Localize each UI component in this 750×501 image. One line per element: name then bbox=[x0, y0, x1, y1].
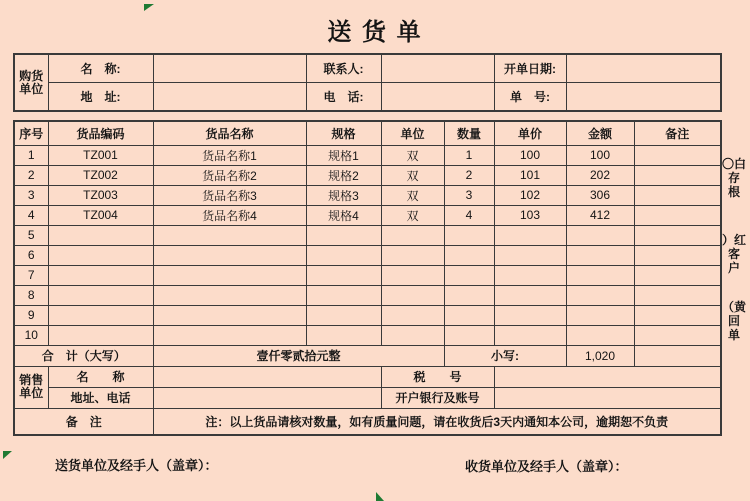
total-label: 合 计（大写） bbox=[14, 345, 153, 366]
cell-name[interactable] bbox=[153, 305, 306, 325]
col-header-name: 货品名称 bbox=[153, 121, 306, 145]
cell-no[interactable]: 6 bbox=[14, 245, 48, 265]
cell-price[interactable] bbox=[494, 305, 566, 325]
tax-no-field[interactable] bbox=[494, 366, 721, 387]
col-header-remark: 备注 bbox=[634, 121, 721, 145]
copy-legend-line: 客 bbox=[727, 247, 740, 261]
cell-no[interactable]: 4 bbox=[14, 205, 48, 225]
green-flag-icon-top bbox=[144, 4, 154, 11]
copy-legend-line: 根 bbox=[727, 185, 740, 199]
cell-spec[interactable] bbox=[306, 285, 381, 305]
buyer-phone-label: 电 话: bbox=[306, 82, 381, 111]
cell-amount[interactable]: 306 bbox=[566, 185, 634, 205]
total-amount[interactable]: 1,020 bbox=[566, 345, 634, 366]
cell-no[interactable]: 8 bbox=[14, 285, 48, 305]
cell-name[interactable]: 货品名称1 bbox=[153, 145, 306, 165]
cell-qty[interactable] bbox=[444, 285, 494, 305]
table-row bbox=[14, 165, 721, 185]
buyer-name-field[interactable] bbox=[153, 54, 306, 82]
col-header-price: 单价 bbox=[494, 121, 566, 145]
cell-remark[interactable] bbox=[634, 305, 721, 325]
cell-no[interactable]: 3 bbox=[14, 185, 48, 205]
col-header-spec: 规格 bbox=[306, 121, 381, 145]
total-amount-in-words[interactable]: 壹仟零贰拾元整 bbox=[153, 345, 444, 366]
cell-price[interactable]: 103 bbox=[494, 205, 566, 225]
receiver-signature-label: 收货单位及经手人（盖章）： bbox=[465, 459, 628, 474]
copy-legend-line: 回 bbox=[727, 314, 740, 328]
cell-qty[interactable] bbox=[444, 305, 494, 325]
copy-legend-line: 〇白 bbox=[721, 157, 746, 171]
total-row bbox=[14, 345, 721, 366]
cell-code[interactable] bbox=[48, 245, 153, 265]
cell-amount[interactable] bbox=[566, 245, 634, 265]
cell-unit[interactable] bbox=[381, 305, 444, 325]
cell-qty[interactable] bbox=[444, 325, 494, 345]
cell-spec[interactable] bbox=[306, 265, 381, 285]
order-no-label: 单 号: bbox=[494, 82, 566, 111]
buyer-info-table bbox=[13, 53, 722, 112]
tax-no-label: 税 号 bbox=[381, 366, 494, 387]
cell-code[interactable]: TZ002 bbox=[48, 165, 153, 185]
seller-address-phone-label: 地址、电话 bbox=[48, 387, 153, 408]
cell-remark[interactable] bbox=[634, 245, 721, 265]
bill-date-field[interactable] bbox=[566, 54, 721, 82]
total-remark[interactable] bbox=[634, 345, 721, 366]
copy-legend-line: 户 bbox=[727, 261, 740, 275]
cell-qty[interactable]: 1 bbox=[444, 145, 494, 165]
table-row bbox=[14, 265, 721, 285]
cell-remark[interactable] bbox=[634, 265, 721, 285]
buyer-contact-field[interactable] bbox=[381, 54, 494, 82]
cell-code[interactable] bbox=[48, 325, 153, 345]
bank-account-field[interactable] bbox=[494, 387, 721, 408]
total-small-label: 小写: bbox=[444, 345, 566, 366]
cell-code[interactable] bbox=[48, 285, 153, 305]
cell-amount[interactable]: 412 bbox=[566, 205, 634, 225]
remark-row bbox=[14, 408, 721, 435]
cell-name[interactable] bbox=[153, 245, 306, 265]
col-header-no: 序号 bbox=[14, 121, 48, 145]
buyer-contact-label: 联系人: bbox=[306, 54, 381, 82]
bill-date-label: 开单日期: bbox=[494, 54, 566, 82]
cell-unit[interactable]: 双 bbox=[381, 185, 444, 205]
copy-legend-line: （黄 bbox=[721, 300, 746, 314]
cell-name[interactable] bbox=[153, 285, 306, 305]
table-row bbox=[14, 225, 721, 245]
cell-unit[interactable]: 双 bbox=[381, 205, 444, 225]
cell-no[interactable]: 10 bbox=[14, 325, 48, 345]
cell-price[interactable]: 102 bbox=[494, 185, 566, 205]
cell-spec[interactable]: 规格1 bbox=[306, 145, 381, 165]
order-no-field[interactable] bbox=[566, 82, 721, 111]
cell-spec[interactable]: 规格4 bbox=[306, 205, 381, 225]
buyer-unit-label: 购货 单位 bbox=[14, 54, 48, 111]
cell-unit[interactable] bbox=[381, 285, 444, 305]
green-flag-icon-bottom-left bbox=[3, 451, 12, 459]
cell-remark[interactable] bbox=[634, 285, 721, 305]
cell-spec[interactable]: 规格3 bbox=[306, 185, 381, 205]
buyer-address-label: 地 址: bbox=[48, 82, 153, 111]
seller-name-field[interactable] bbox=[153, 366, 381, 387]
cell-price[interactable] bbox=[494, 265, 566, 285]
cell-spec[interactable] bbox=[306, 225, 381, 245]
cell-code[interactable] bbox=[48, 225, 153, 245]
table-row bbox=[14, 285, 721, 305]
copy-legend-yellow-receipt bbox=[719, 300, 749, 342]
copy-legend-line: 存 bbox=[727, 171, 740, 185]
bank-account-label: 开户银行及账号 bbox=[381, 387, 494, 408]
cell-spec[interactable]: 规格2 bbox=[306, 165, 381, 185]
cell-amount[interactable] bbox=[566, 265, 634, 285]
cell-amount[interactable]: 202 bbox=[566, 165, 634, 185]
buyer-phone-field[interactable] bbox=[381, 82, 494, 111]
items-table bbox=[13, 120, 722, 436]
col-header-code: 货品编码 bbox=[48, 121, 153, 145]
buyer-address-field[interactable] bbox=[153, 82, 306, 111]
cell-name[interactable] bbox=[153, 265, 306, 285]
cell-remark[interactable] bbox=[634, 225, 721, 245]
cell-name[interactable] bbox=[153, 225, 306, 245]
cell-name[interactable]: 货品名称3 bbox=[153, 185, 306, 205]
cell-code[interactable]: TZ003 bbox=[48, 185, 153, 205]
col-header-unit: 单位 bbox=[381, 121, 444, 145]
cell-amount[interactable] bbox=[566, 305, 634, 325]
cell-unit[interactable] bbox=[381, 265, 444, 285]
remark-label: 备 注 bbox=[14, 408, 153, 435]
cell-no[interactable]: 5 bbox=[14, 225, 48, 245]
table-row bbox=[14, 245, 721, 265]
cell-remark[interactable] bbox=[634, 325, 721, 345]
cell-name[interactable] bbox=[153, 325, 306, 345]
copy-legend-line: ）红 bbox=[721, 233, 746, 247]
cell-name[interactable]: 货品名称2 bbox=[153, 165, 306, 185]
cell-price[interactable] bbox=[494, 285, 566, 305]
cell-price[interactable] bbox=[494, 325, 566, 345]
remark-note-text: 注：以上货品请核对数量，如有质量问题，请在收货后3天内通知本公司，逾期恕不负责 bbox=[153, 408, 721, 435]
copy-legend-white-stub bbox=[719, 157, 749, 199]
cell-price[interactable]: 100 bbox=[494, 145, 566, 165]
cell-code[interactable]: TZ001 bbox=[48, 145, 153, 165]
cell-code[interactable]: TZ004 bbox=[48, 205, 153, 225]
cell-amount[interactable] bbox=[566, 225, 634, 245]
cell-unit[interactable] bbox=[381, 245, 444, 265]
cell-spec[interactable] bbox=[306, 325, 381, 345]
cell-qty[interactable]: 3 bbox=[444, 185, 494, 205]
buyer-name-label: 名 称: bbox=[48, 54, 153, 82]
cell-spec[interactable] bbox=[306, 305, 381, 325]
cell-unit[interactable]: 双 bbox=[381, 165, 444, 185]
cell-no[interactable]: 1 bbox=[14, 145, 48, 165]
cell-qty[interactable] bbox=[444, 265, 494, 285]
seller-row-1 bbox=[14, 366, 721, 387]
cell-remark[interactable] bbox=[634, 185, 721, 205]
cell-price[interactable]: 101 bbox=[494, 165, 566, 185]
cell-remark[interactable] bbox=[634, 205, 721, 225]
cell-unit[interactable] bbox=[381, 225, 444, 245]
cell-no[interactable]: 2 bbox=[14, 165, 48, 185]
cell-price[interactable] bbox=[494, 225, 566, 245]
cell-spec[interactable] bbox=[306, 245, 381, 265]
cell-qty[interactable] bbox=[444, 245, 494, 265]
cell-unit[interactable] bbox=[381, 325, 444, 345]
sender-signature-label: 送货单位及经手人（盖章）： bbox=[55, 458, 218, 473]
cell-amount[interactable]: 100 bbox=[566, 145, 634, 165]
page-title: 送 货 单 bbox=[327, 19, 423, 46]
cell-qty[interactable]: 2 bbox=[444, 165, 494, 185]
table-row bbox=[14, 185, 721, 205]
col-header-amount: 金额 bbox=[566, 121, 634, 145]
cell-remark[interactable] bbox=[634, 165, 721, 185]
cell-remark[interactable] bbox=[634, 145, 721, 165]
cell-code[interactable] bbox=[48, 305, 153, 325]
table-row bbox=[14, 305, 721, 325]
cell-price[interactable] bbox=[494, 245, 566, 265]
cell-amount[interactable] bbox=[566, 325, 634, 345]
seller-unit-label: 销售 单位 bbox=[14, 366, 48, 408]
col-header-qty: 数量 bbox=[444, 121, 494, 145]
cell-unit[interactable]: 双 bbox=[381, 145, 444, 165]
cell-no[interactable]: 7 bbox=[14, 265, 48, 285]
seller-name-label: 名 称 bbox=[48, 366, 153, 387]
cell-amount[interactable] bbox=[566, 285, 634, 305]
green-flag-icon-bottom-center bbox=[376, 492, 384, 501]
copy-legend-red-customer bbox=[719, 233, 749, 275]
cell-qty[interactable]: 4 bbox=[444, 205, 494, 225]
table-row bbox=[14, 205, 721, 225]
cell-name[interactable]: 货品名称4 bbox=[153, 205, 306, 225]
cell-code[interactable] bbox=[48, 265, 153, 285]
copy-legend-line: 单 bbox=[727, 328, 740, 342]
cell-qty[interactable] bbox=[444, 225, 494, 245]
seller-row-2 bbox=[14, 387, 721, 408]
table-row bbox=[14, 325, 721, 345]
cell-no[interactable]: 9 bbox=[14, 305, 48, 325]
table-row bbox=[14, 145, 721, 165]
seller-address-phone-field[interactable] bbox=[153, 387, 381, 408]
